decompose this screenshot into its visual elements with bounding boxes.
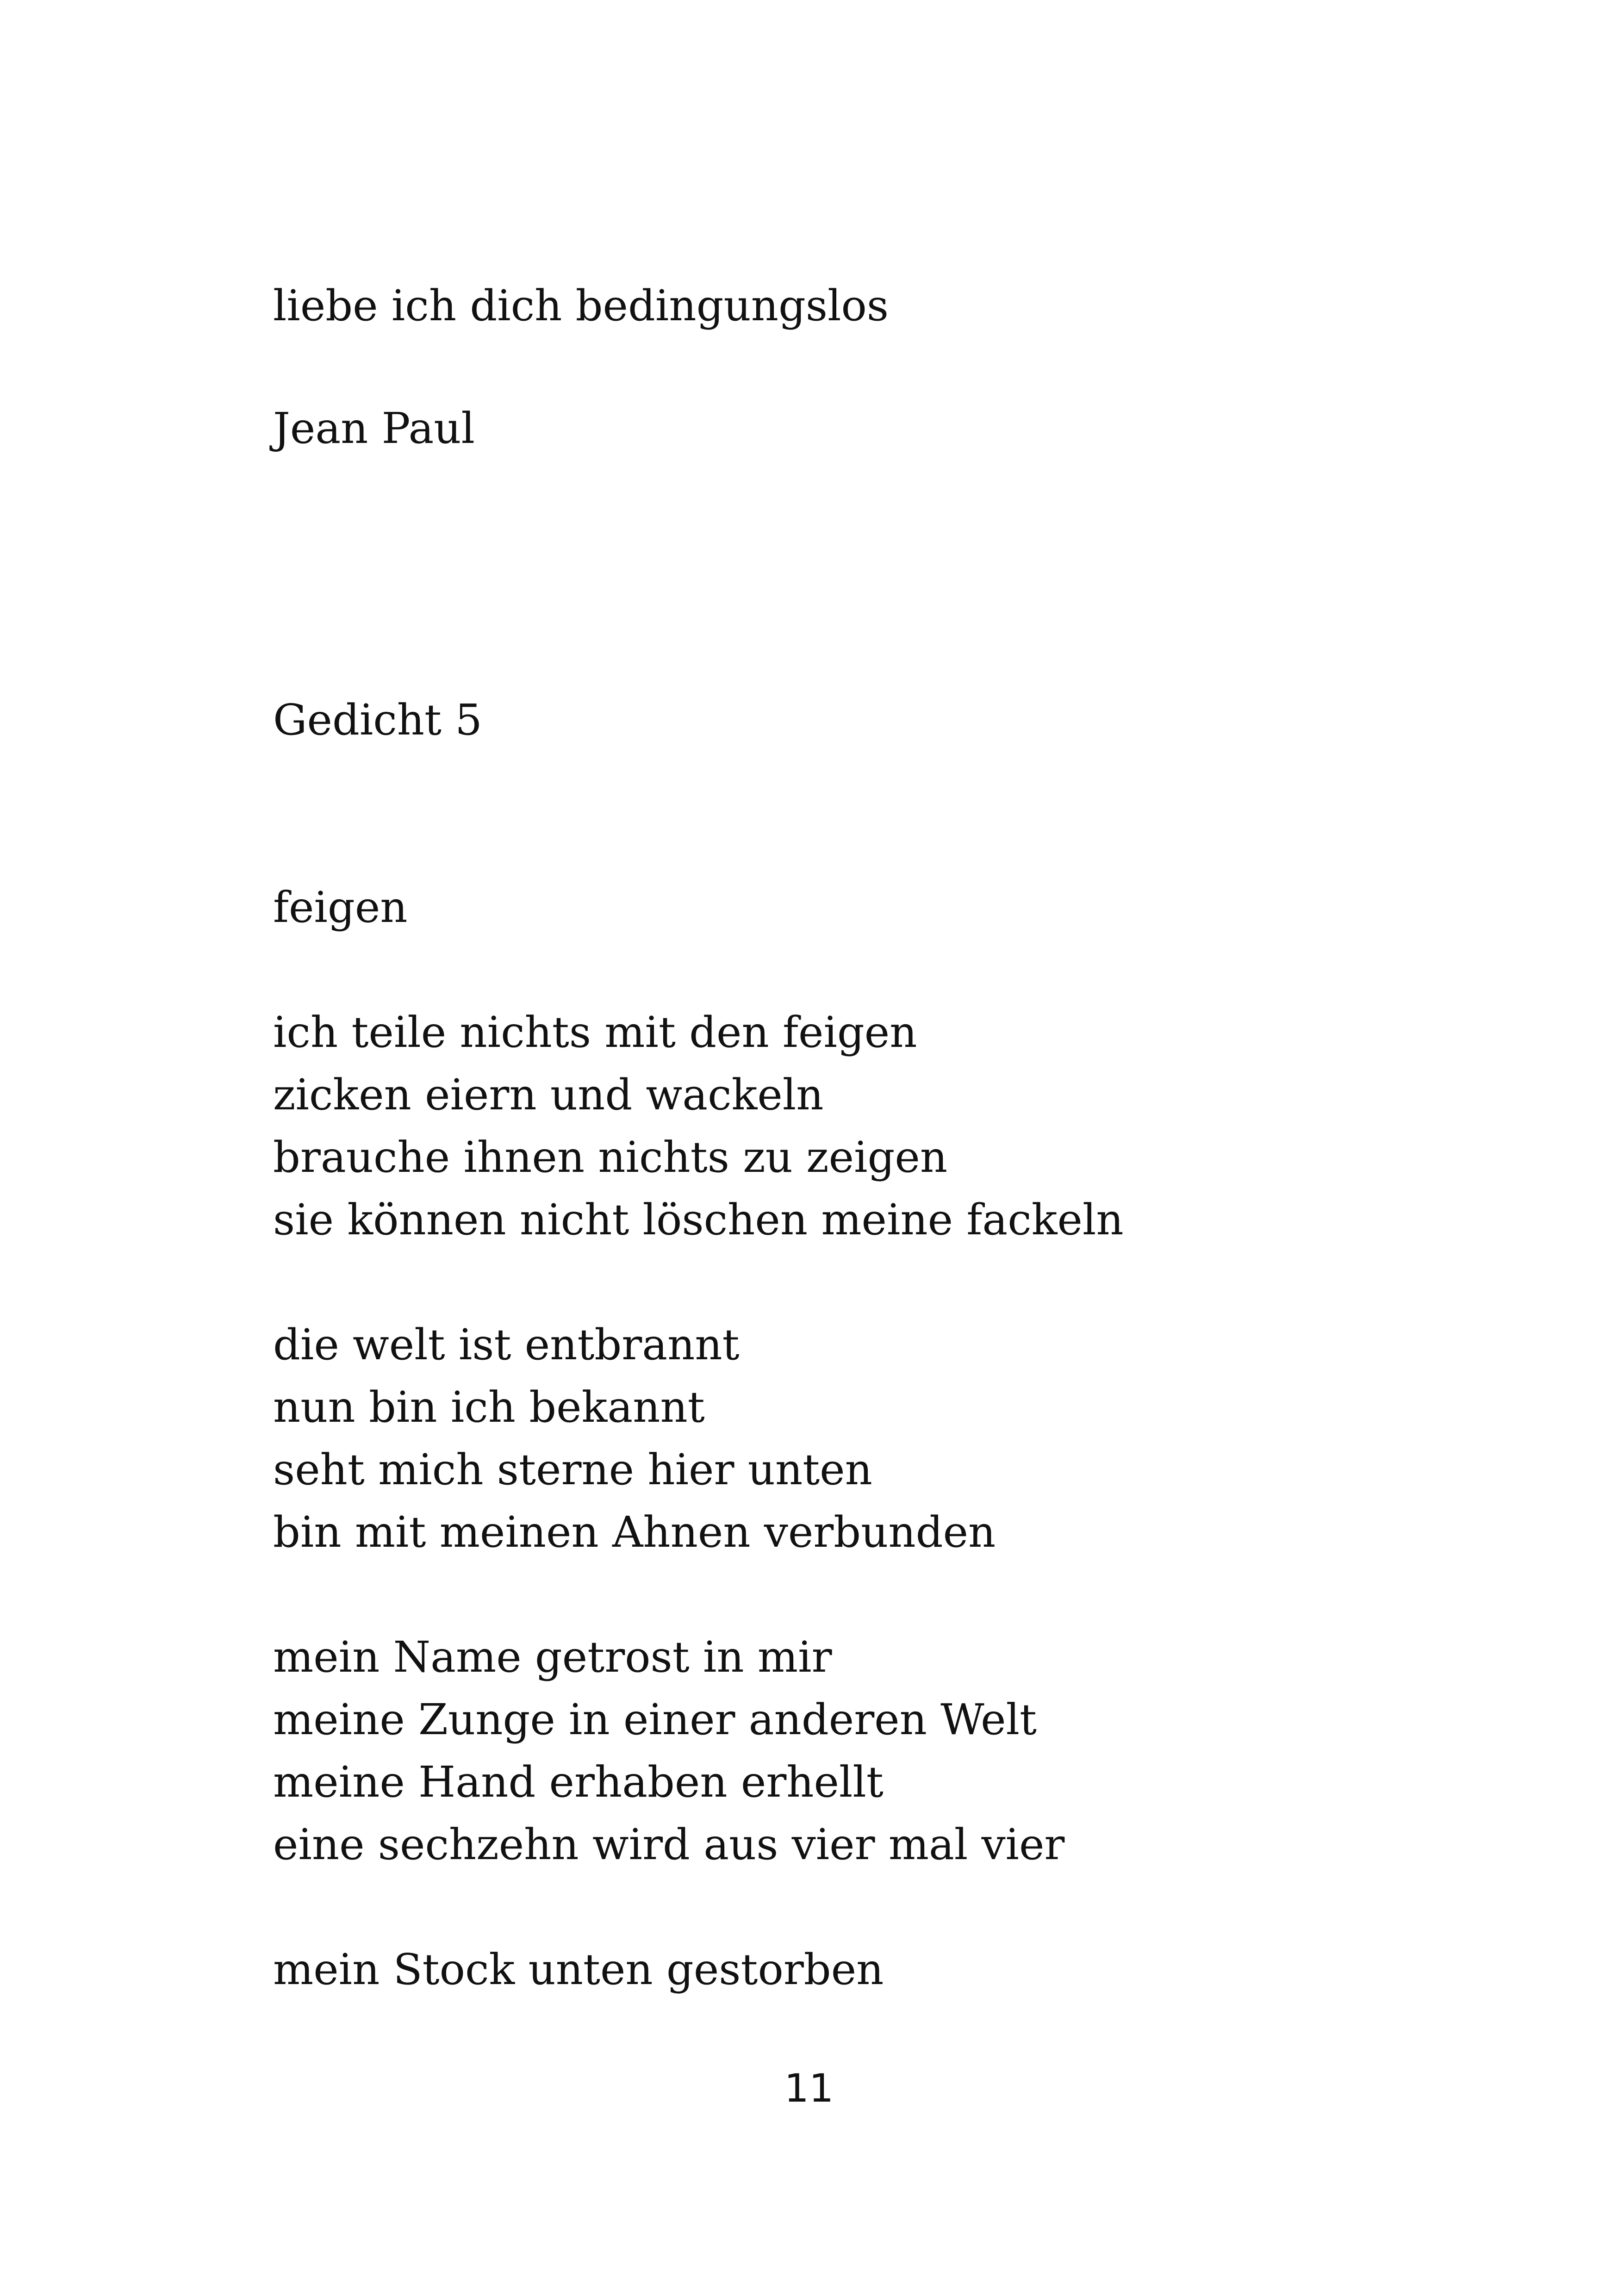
poem-line: bin mit meinen Ahnen verbunden <box>273 1507 996 1557</box>
poem-line: ich teile nichts mit den feigen <box>273 1008 917 1057</box>
poem-line: nun bin ich bekannt <box>273 1382 705 1432</box>
poem-line: meine Hand erhaben erhellt <box>273 1757 884 1807</box>
poem-line: meine Zunge in einer anderen Welt <box>273 1695 1037 1744</box>
poem-line: brauche ihnen nichts zu zeigen <box>273 1132 948 1182</box>
poem-number-heading: Gedicht 5 <box>273 695 482 745</box>
page-number: 11 <box>784 2066 834 2111</box>
poem-title: feigen <box>273 883 408 932</box>
epigraph-author: Jean Paul <box>273 404 475 453</box>
poem-line: zicken eiern und wackeln <box>273 1070 824 1120</box>
poem-line: mein Name getrost in mir <box>273 1632 832 1682</box>
poem-line: mein Stock unten gestorben <box>273 1945 884 1994</box>
poem-line: eine sechzehn wird aus vier mal vier <box>273 1820 1065 1869</box>
poem-line: seht mich sterne hier unten <box>273 1445 872 1494</box>
epigraph-line: liebe ich dich bedingungslos <box>273 281 889 330</box>
poem-line: die welt ist entbrannt <box>273 1320 740 1369</box>
poem-line: sie können nicht löschen meine fackeln <box>273 1195 1124 1244</box>
